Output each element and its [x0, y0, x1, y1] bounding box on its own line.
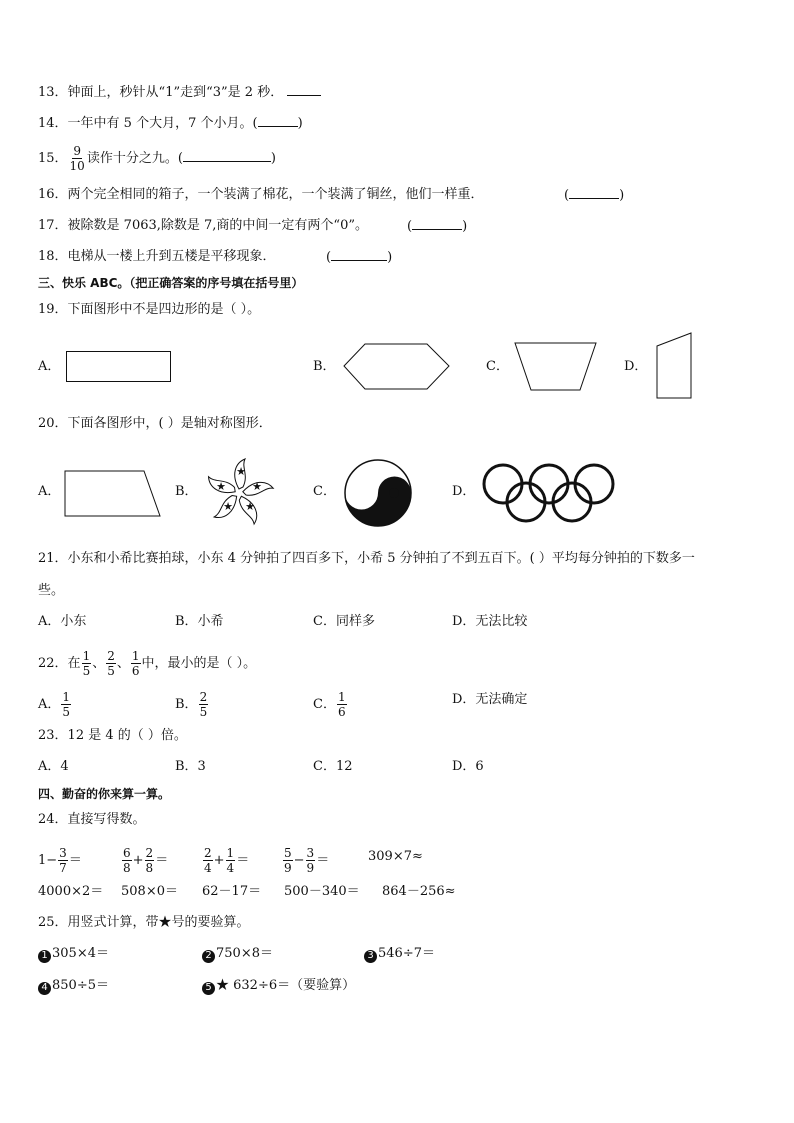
option-d[interactable]: D．无法比较	[452, 614, 528, 629]
question-22: 22．在 $\frac{1}{5}$ 、 $\frac{2}{5}$ 、 $\frac{1}{6}$ 中，最小的是（ ）。	[38, 649, 257, 678]
question-text: 用竖式计算，带★号的要验算。	[67, 915, 250, 930]
question-16	[38, 186, 484, 204]
answer-blank[interactable]	[183, 149, 271, 162]
option-d[interactable]: D．无法确定	[452, 692, 528, 707]
question-23	[38, 727, 187, 745]
question-15	[38, 144, 276, 173]
calc-item[interactable]: 864－256≈	[382, 884, 456, 899]
option-b-label[interactable]: B．	[175, 484, 198, 499]
svg-text:★: ★	[236, 465, 246, 478]
option-b[interactable]: B．3	[175, 759, 206, 774]
answer-bracket-16[interactable]: ( )	[564, 188, 625, 203]
fraction: $\frac{2}{5}$	[107, 649, 115, 678]
question-text: 下面各图形中，( ）是轴对称图形．	[67, 416, 272, 431]
svg-text:★: ★	[216, 480, 226, 493]
answer-bracket-18[interactable]: ( )	[326, 250, 393, 265]
question-21	[38, 550, 695, 568]
question-text: 电梯从一楼上升到五楼是平移现象．	[67, 249, 276, 264]
option-c[interactable]: C．12	[313, 759, 353, 774]
question-20	[38, 415, 272, 433]
question-text: 12 是 4 的（ ）倍。	[67, 728, 187, 743]
question-text: 下面图形中不是四边形的是（ ）。	[67, 302, 261, 317]
svg-text:★: ★	[245, 500, 255, 513]
calc-item[interactable]: $\frac{5}{9}$ − $\frac{3}{9}$ ＝	[284, 846, 330, 875]
bracket-close: )	[270, 151, 276, 166]
question-17	[38, 217, 368, 235]
question-number: 19．	[38, 302, 68, 317]
section-heading-3: 三、快乐 ABC。（把正确答案的序号填在括号里）	[38, 276, 304, 290]
bracket-close: )	[297, 116, 303, 131]
question-text: 中，最小的是（ ）。	[141, 656, 257, 671]
question-text: 被除数是 7063,除数是 7,商的中间一定有两个“0”。	[67, 218, 368, 233]
question-21-cont: 些。	[38, 583, 65, 598]
yin-yang-icon	[341, 458, 415, 528]
question-text: 一年中有 5 个大月，7 个小月。(	[67, 116, 258, 131]
calc-item[interactable]: 5 ★ 632÷6＝（要验算）	[202, 977, 355, 995]
fraction: $\frac{1}{6}$	[131, 649, 140, 678]
right-trapezoid-shape	[656, 332, 694, 400]
option-a-label[interactable]: A．	[38, 359, 61, 374]
option-d[interactable]: D．6	[452, 759, 484, 774]
calc-item[interactable]: 500－340＝	[284, 884, 360, 899]
question-number: 14．	[38, 116, 68, 131]
calc-item[interactable]: 2 750×8＝	[202, 945, 273, 963]
question-number: 15．	[38, 151, 68, 166]
question-19	[38, 301, 260, 319]
option-b[interactable]: B． $\frac{2}{5}$	[175, 690, 208, 719]
svg-text:★: ★	[252, 480, 262, 493]
calc-item[interactable]: $\frac{2}{4}$ + $\frac{1}{4}$ ＝	[204, 846, 250, 875]
option-a[interactable]: A． $\frac{1}{5}$	[38, 690, 71, 719]
fraction: $\frac{9}{10}$	[69, 144, 85, 173]
calc-item[interactable]: 3 546÷7＝	[364, 945, 435, 963]
question-text: 钟面上，秒针从“1”走到“3”是 2 秒．	[67, 85, 284, 100]
option-a-label[interactable]: A．	[38, 484, 61, 499]
question-number: 25．	[38, 915, 68, 930]
question-number: 20．	[38, 416, 68, 431]
question-text: 读作十分之九。(	[86, 151, 183, 166]
olympic-rings-icon	[482, 462, 616, 524]
question-number: 22．	[38, 656, 68, 671]
option-d-label[interactable]: D．	[452, 484, 476, 499]
option-c-label[interactable]: C．	[313, 484, 336, 499]
question-number: 23．	[38, 728, 68, 743]
question-18	[38, 248, 276, 266]
answer-blank[interactable]	[287, 83, 321, 96]
option-a[interactable]: A．4	[38, 759, 69, 774]
svg-text:★: ★	[223, 500, 233, 513]
option-d-label[interactable]: D．	[624, 359, 648, 374]
option-a[interactable]: A．小东	[38, 614, 87, 629]
calc-item[interactable]: 62－17＝	[202, 884, 262, 899]
hexagon-shape	[343, 343, 451, 391]
question-13	[38, 83, 321, 102]
question-number: 24．	[38, 812, 68, 827]
question-text: 直接写得数。	[67, 812, 146, 827]
question-number: 17．	[38, 218, 68, 233]
question-number: 21．	[38, 551, 68, 566]
bauhinia-flower-icon	[200, 458, 278, 528]
question-14	[38, 114, 303, 133]
question-number: 18．	[38, 249, 68, 264]
question-text: 两个完全相同的箱子，一个装满了棉花，一个装满了铜丝，他们一样重．	[67, 187, 484, 202]
question-text: 小东和小希比赛拍球，小东 4 分钟拍了四百多下，小希 5 分钟拍了不到五百下。( ）平均每分钟拍的下数多一	[67, 551, 695, 566]
option-b[interactable]: B．小希	[175, 614, 224, 629]
fraction: $\frac{1}{5}$	[82, 649, 91, 678]
calc-item[interactable]: 508×0＝	[121, 884, 178, 899]
calc-item[interactable]: 1− $\frac{3}{7}$ ＝	[38, 846, 82, 875]
option-c[interactable]: C． $\frac{1}{6}$	[313, 690, 346, 719]
trapezoid-shape	[514, 342, 598, 392]
question-number: 16．	[38, 187, 68, 202]
section-heading-4: 四、勤奋的你来算一算。	[38, 787, 171, 801]
option-b-label[interactable]: B．	[313, 359, 336, 374]
calc-item[interactable]: 4 850÷5＝	[38, 977, 109, 995]
calc-item[interactable]: 1 305×4＝	[38, 945, 109, 963]
question-24	[38, 811, 146, 829]
calc-item[interactable]: 4000×2＝	[38, 884, 104, 899]
parallelogram-shape	[64, 470, 162, 518]
calc-item[interactable]: 309×7≈	[368, 849, 423, 864]
answer-blank[interactable]	[258, 114, 298, 127]
question-25	[38, 914, 250, 932]
option-c-label[interactable]: C．	[486, 359, 509, 374]
answer-bracket-17[interactable]: ( )	[407, 219, 468, 234]
option-c[interactable]: C．同样多	[313, 614, 375, 629]
calc-item[interactable]: $\frac{6}{8}$ + $\frac{2}{8}$ ＝	[123, 846, 169, 875]
rectangle-shape	[66, 351, 172, 383]
question-number: 13．	[38, 85, 68, 100]
